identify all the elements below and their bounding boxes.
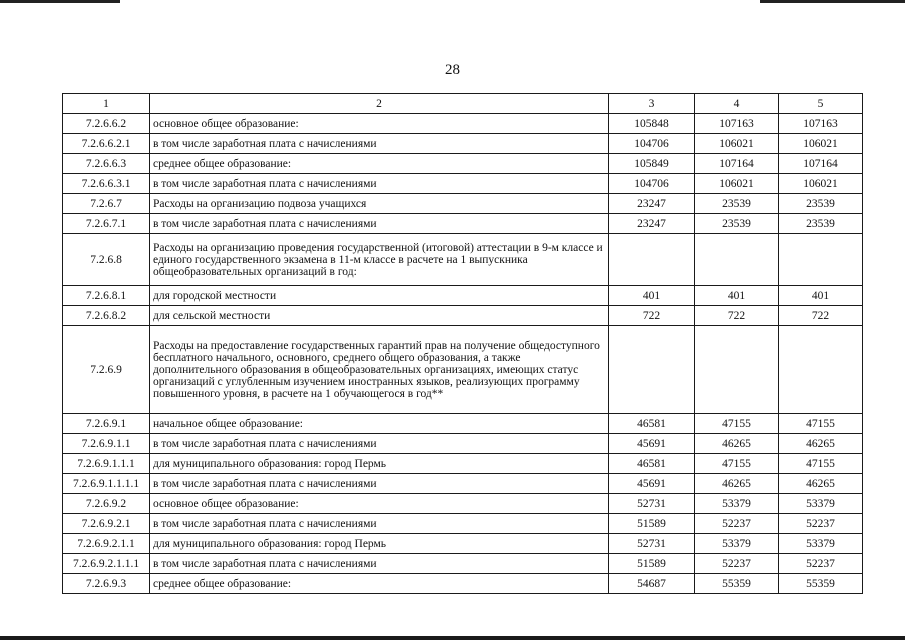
table-row (63, 494, 863, 514)
row-value-col5: 46265 (779, 434, 863, 454)
row-description: основное общее образование: (150, 114, 609, 134)
row-code: 7.2.6.9.3 (63, 574, 150, 594)
table-row (63, 574, 863, 594)
row-value-col5: 52237 (779, 514, 863, 534)
column-header: 1 (63, 94, 150, 114)
row-code: 7.2.6.9.2 (63, 494, 150, 514)
table-row (63, 474, 863, 494)
row-value-col4: 23539 (695, 214, 779, 234)
table-row (63, 194, 863, 214)
row-code: 7.2.6.6.3 (63, 154, 150, 174)
column-header: 3 (609, 94, 695, 114)
row-description: Расходы на предоставление государственных гарантий прав на получение общедоступного бесплатного начального, основного, среднего общего образования, а также дополнительного образования в общеобразовательных организациях, имеющих статус организаций с углубленным изучением иностранных языков, реализующих программу повышенного уровня, в расчете на 1 обучающегося в год** (150, 326, 609, 414)
row-value-col4: 53379 (695, 494, 779, 514)
row-value-col5: 106021 (779, 174, 863, 194)
row-value-col3: 104706 (609, 134, 695, 154)
row-value-col4: 107164 (695, 154, 779, 174)
row-value-col3: 45691 (609, 474, 695, 494)
row-description: в том числе заработная плата с начислениями (150, 434, 609, 454)
row-value-col5: 46265 (779, 474, 863, 494)
row-value-col4 (695, 234, 779, 286)
row-code: 7.2.6.9.1.1.1.1 (63, 474, 150, 494)
page-number: 28 (445, 62, 460, 78)
row-value-col4: 47155 (695, 454, 779, 474)
row-value-col5: 722 (779, 306, 863, 326)
row-value-col3: 104706 (609, 174, 695, 194)
row-description: среднее общее образование: (150, 574, 609, 594)
row-description: в том числе заработная плата с начислениями (150, 514, 609, 534)
row-value-col4: 55359 (695, 574, 779, 594)
row-value-col3: 401 (609, 286, 695, 306)
row-description: в том числе заработная плата с начислениями (150, 214, 609, 234)
row-code: 7.2.6.6.2 (63, 114, 150, 134)
table-row (63, 134, 863, 154)
column-header: 4 (695, 94, 779, 114)
table-row (63, 534, 863, 554)
row-value-col5: 107163 (779, 114, 863, 134)
row-value-col4: 47155 (695, 414, 779, 434)
row-value-col5 (779, 326, 863, 414)
row-value-col5: 55359 (779, 574, 863, 594)
row-value-col3 (609, 234, 695, 286)
row-value-col4: 52237 (695, 514, 779, 534)
row-code: 7.2.6.9.1.1 (63, 434, 150, 454)
row-description: для муниципального образования: город Пермь (150, 454, 609, 474)
row-value-col3: 52731 (609, 494, 695, 514)
row-value-col4: 106021 (695, 134, 779, 154)
row-value-col5: 52237 (779, 554, 863, 574)
table-row (63, 306, 863, 326)
table-row (63, 174, 863, 194)
row-description: среднее общее образование: (150, 154, 609, 174)
row-value-col4: 53379 (695, 534, 779, 554)
row-description: в том числе заработная плата с начислениями (150, 174, 609, 194)
row-code: 7.2.6.6.2.1 (63, 134, 150, 154)
table-row (63, 434, 863, 454)
row-description: в том числе заработная плата с начислениями (150, 134, 609, 154)
row-value-col5: 106021 (779, 134, 863, 154)
row-code: 7.2.6.9 (63, 326, 150, 414)
row-value-col5: 53379 (779, 534, 863, 554)
table-row (63, 214, 863, 234)
row-value-col4: 106021 (695, 174, 779, 194)
row-value-col4: 52237 (695, 554, 779, 574)
row-value-col3: 52731 (609, 534, 695, 554)
row-description: для муниципального образования: город Пермь (150, 534, 609, 554)
row-value-col3: 45691 (609, 434, 695, 454)
row-value-col3: 54687 (609, 574, 695, 594)
row-code: 7.2.6.7 (63, 194, 150, 214)
row-description: для городской местности (150, 286, 609, 306)
row-value-col3: 105848 (609, 114, 695, 134)
row-value-col3: 51589 (609, 554, 695, 574)
row-description: начальное общее образование: (150, 414, 609, 434)
row-description: основное общее образование: (150, 494, 609, 514)
row-value-col5: 401 (779, 286, 863, 306)
row-value-col5: 23539 (779, 214, 863, 234)
row-value-col4: 107163 (695, 114, 779, 134)
table-row (63, 154, 863, 174)
row-value-col5: 107164 (779, 154, 863, 174)
table-row (63, 454, 863, 474)
data-table (62, 93, 863, 594)
row-value-col4: 722 (695, 306, 779, 326)
row-value-col3: 51589 (609, 514, 695, 534)
row-description: Расходы на организацию подвоза учащихся (150, 194, 609, 214)
row-code: 7.2.6.8.1 (63, 286, 150, 306)
table-row (63, 326, 863, 414)
column-header: 2 (150, 94, 609, 114)
row-code: 7.2.6.7.1 (63, 214, 150, 234)
row-value-col5: 53379 (779, 494, 863, 514)
row-code: 7.2.6.6.3.1 (63, 174, 150, 194)
column-header: 5 (779, 94, 863, 114)
row-code: 7.2.6.9.2.1.1 (63, 534, 150, 554)
row-value-col5: 47155 (779, 414, 863, 434)
row-value-col4: 401 (695, 286, 779, 306)
row-value-col3: 46581 (609, 414, 695, 434)
table-row (63, 114, 863, 134)
row-code: 7.2.6.8 (63, 234, 150, 286)
row-value-col5: 23539 (779, 194, 863, 214)
row-description: Расходы на организацию проведения государственной (итоговой) аттестации в 9-м классе и единого государственного экзамена в 11-м классе в расчете на 1 выпускника общеобразовательных организаций в год: (150, 234, 609, 286)
row-value-col3: 722 (609, 306, 695, 326)
row-code: 7.2.6.9.1 (63, 414, 150, 434)
table-row (63, 414, 863, 434)
row-value-col3: 23247 (609, 214, 695, 234)
row-value-col3 (609, 326, 695, 414)
table-row (63, 514, 863, 534)
row-description: в том числе заработная плата с начислениями (150, 474, 609, 494)
row-code: 7.2.6.9.2.1 (63, 514, 150, 534)
row-description: в том числе заработная плата с начислениями (150, 554, 609, 574)
row-value-col5 (779, 234, 863, 286)
header-row (63, 94, 863, 114)
table-row (63, 234, 863, 286)
row-value-col3: 105849 (609, 154, 695, 174)
row-value-col4: 23539 (695, 194, 779, 214)
row-code: 7.2.6.9.2.1.1.1 (63, 554, 150, 574)
row-code: 7.2.6.9.1.1.1 (63, 454, 150, 474)
table-row (63, 554, 863, 574)
row-value-col4: 46265 (695, 434, 779, 454)
row-value-col3: 23247 (609, 194, 695, 214)
row-value-col3: 46581 (609, 454, 695, 474)
row-value-col5: 47155 (779, 454, 863, 474)
scan-edge-gap (120, 0, 760, 3)
row-value-col4 (695, 326, 779, 414)
row-code: 7.2.6.8.2 (63, 306, 150, 326)
row-value-col4: 46265 (695, 474, 779, 494)
row-description: для сельской местности (150, 306, 609, 326)
table-row (63, 286, 863, 306)
scan-edge-bottom (0, 636, 905, 640)
